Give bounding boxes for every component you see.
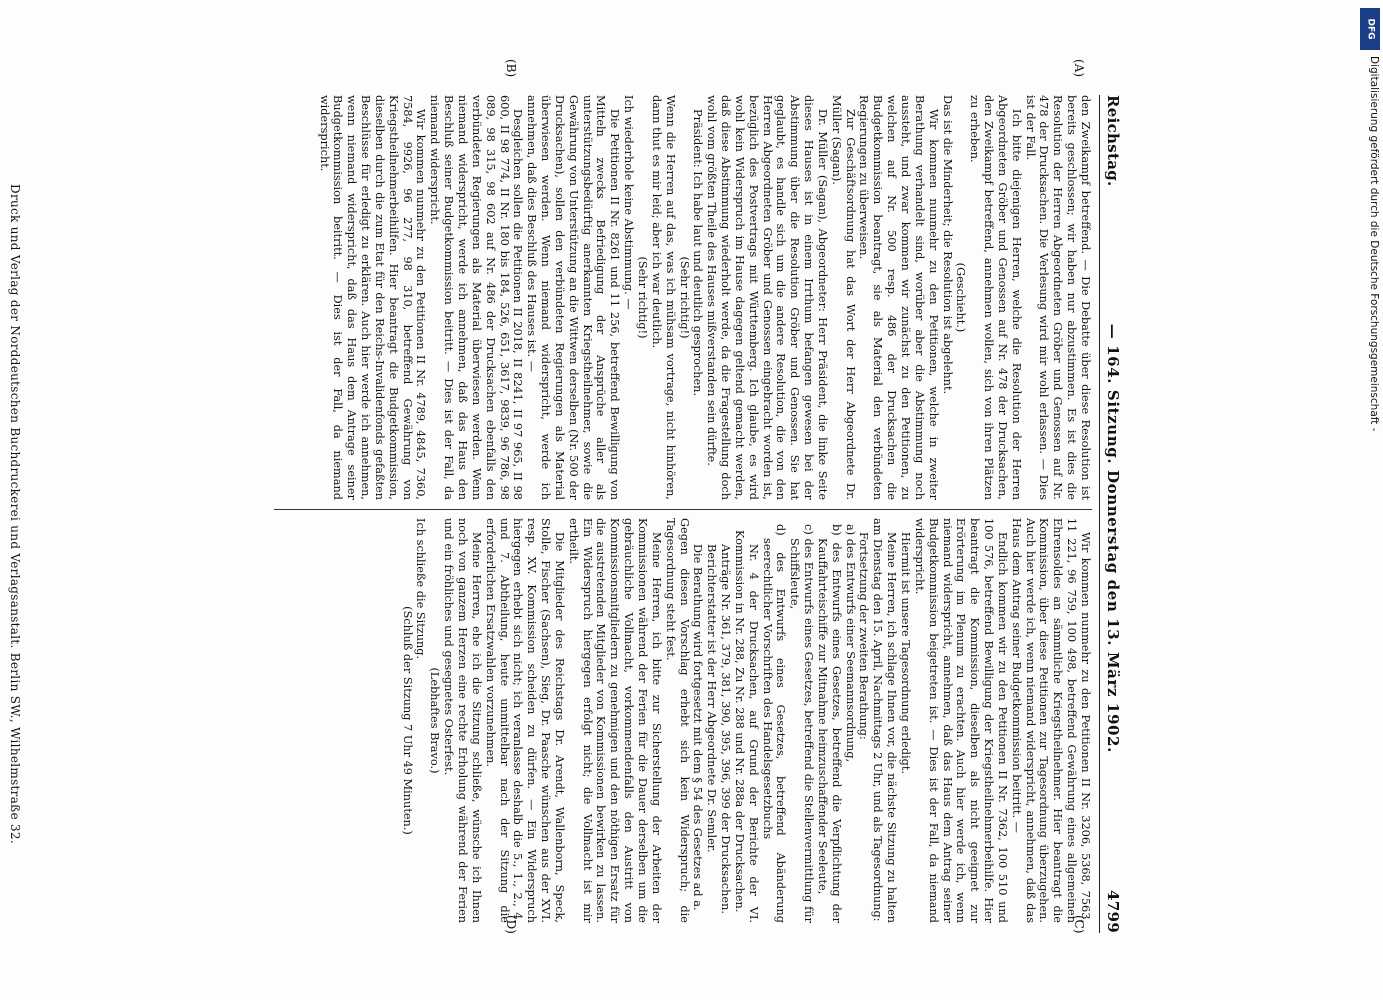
column-divider (274, 509, 1092, 510)
page-header (1104, 95, 1130, 933)
paragraph: Ich wiederhole keine Abstimmung. — (622, 95, 636, 310)
paragraph: Wir kommen nunmehr zu den Petitionen II Nr. 3206, 5368, 7563, 11 221, 96 759, 100 498, betreffend Gewährung eines allgemeinen Ehrensoldes an sämmtliche Kriegstheilnehmer. Hier beantragt die Kommission, über diese Petitionen zur Tagesordnung überzugehen. Auch hier werde ich, wenn niemand widerspricht, annehmen, daß das Haus dem Antrag seiner Budgetkommission beitritt. — (1009, 518, 1092, 923)
margin-mark-c: (C) (1072, 915, 1086, 934)
stage-direction: (Sehr richtig!) (677, 256, 691, 339)
stage-direction: (Sehr richtig!) (636, 256, 649, 339)
paragraph: Endlich kommen wir zu den Petitionen II Nr. 7362, 100 510 und 100 576, betreffend Bewilligung der Kriegstheilnehmerbeihilfe. Hier beantragt die Kommission, dieselben als nicht geeignet zur Erörterung im Plenum zu erachten. Auch hier werde ich, wenn niemand widerspricht, annehmen, daß das Haus dem Antrag seiner Budgetkommission beigetreten ist. — Dies ist der Fall, da niemand widerspricht. (912, 518, 1009, 923)
dfg-credit (1358, 6, 1382, 991)
paragraph: Anträge Nr. 361, 379, 381, 390, 395, 396, 399 der Drucksachen. (719, 544, 733, 914)
president-speech: Präsident: Ich habe laut und deutlich gesprochen. (691, 109, 705, 397)
paragraph: Meine Herren, ehe ich die Sitzung schließe, wünsche ich Ihnen noch von ganzem Herzen eine rechte Erholung während der Ferien und ein fröhliches und gesegnetes Osterfest. (442, 518, 483, 923)
paragraph: Gegen diesen Vorschlag erhebt sich kein Widerspruch; die Tagesordnung steht fest. (663, 518, 691, 923)
header-rule (1099, 95, 1100, 933)
paragraph: Meine Herren, ich bitte zur Sicherstellung der Arbeiten der Kommissionen während der Ferien für die Dauer derselben um die gebräuchliche Vollmacht, vorkommendenfalls den Austritt von Kommissionsmitgliedern zu genehmigen und den nöthigen Ersatz für die austretenden Mitglieder von Kommissionen bewirken zu lassen. Ein Widerspruch hiergegen erfolgt nicht; die Vollmacht ist mir ertheilt. (566, 518, 663, 923)
closing-note: (Schluß der Sitzung 7 Uhr 49 Minuten.) (400, 606, 414, 835)
paragraph: Die Mitglieder des Reichstags Dr. Arendt, Wallenborn, Speck, Stolle, Fischer (Sachsen), Sieg, Dr. Paasche wünschen aus der XVI. resp. XV. Kommission scheiden zu dürfen. — Ein Widerspruch hiergegen erhebt sich nicht; ich veranlasse deshalb die 5., 1., 2., 4. und 7. Abtheilung, heute unmittelbar nach der Sitzung die erforderlichen Ersatzwahlen vorzunehmen. (483, 518, 566, 923)
paragraph: Wir kommen nunmehr zu den Petitionen, welche in zweiter Berathung verhandelt sind, worüber aber die Abstimmung noch aussteht, und zwar kommen wir zunächst zu den Petitionen, zu welchen auf Nr. 500 resp. 486 der Drucksachen die Budgetkommission beantragt, sie als Material den verbündeten Regierungen zu überweisen. (857, 95, 940, 500)
paragraph: Desgleichen sollen die Petitionen II 2018, II 8241, II 97 965, II 98 600, II 98 774, II Nr. 180 bis 184, 526, 651, 3617, 9839, 96 786, 98 089, 98 315, 98 602 auf Nr. 486 der Drucksachen ebenfalls den verbündeten Regierungen als Material überwiesen werden. Wenn niemand widerspricht, werde ich annehmen, daß das Haus den Beschluß seiner Budgetkommission beitritt. — Dies ist der Fall, da niemand widerspricht. (428, 95, 525, 500)
margin-mark-a: (A) (1072, 59, 1086, 78)
header-center: — 164. Sitzung. Donnerstag den 13. März 1902. (1104, 323, 1122, 753)
margin-mark-d: (D) (504, 915, 518, 934)
dfg-credit-text: Digitalisierung gefördert durch die Deutsche Forschungsgemeinschaft - (1368, 56, 1380, 432)
speech: Dr. Müller (Sagan), Abgeordneter: Herr Präsident, die linke Seite dieses Hauses ist in einem Irrthum befangen gewesen bei der Abstimmung über die Resolution Gröber und Genossen. Sie hat geglaubt, es handle sich um die andere Resolution, die von den Herren Abgeordneten Gröber und Genossen eingebracht worden ist, bezüglich des Postvertrags mit Württemberg. Ich glaube, es wird wohl kein Widerspruch im Hause dagegen geltend gemacht werden, daß diese Abstimmung wiederholt werde, da die Fragestellung doch wohl vom größten Theile des Hauses mißverstanden sein dürfte. (705, 95, 829, 500)
paragraph: Zur Geschäftsordnung hat das Wort der Herr Abgeordnete Dr. Müller (Sagan). (829, 95, 857, 500)
paragraph: den Zweikampf betreffend. — Die Debatte über diese Resolution ist bereits geschlossen; wir haben nur abzustimmen. Es ist dies die Resolution der Herren Abgeordneten Gröber und Genossen auf Nr. 478 der Drucksachen. Die Verlesung wird mir wohl erlassen. — Dies ist der Fall. (1023, 95, 1092, 500)
right-column (272, 518, 1092, 923)
paragraph: Berichterstatter ist der Herr Abgeordnete Dr. Semler. (705, 544, 719, 853)
paragraph: Ich schließe die Sitzung. (414, 518, 428, 660)
agenda-item: d) des Entwurfs eines Gesetzes, betreffend Abänderung seerechtlicher Vorschriften des Handelsgesetzbuchs (760, 524, 788, 923)
margin-mark-b: (B) (504, 59, 518, 78)
paragraph: Nr. 4 der Drucksachen, auf Grund der Berichte der VI. Kommission in Nr. 288, Zu Nr. 288 und Nr. 288a der Drucksachen. (732, 530, 760, 923)
page-number: 4799 (1104, 890, 1122, 933)
stage-direction: (Lebhaftes Bravo.) (428, 667, 442, 774)
paragraph: Ich bitte diejenigen Herren, welche die Resolution der Herren Abgeordneten Gröber und Genossen auf Nr. 478 der Drucksachen, den Zweikampf betreffend, annehmen wollen, sich von ihren Plätzen zu erheben. (968, 95, 1023, 500)
agenda-item: c) des Entwurfs eines Gesetzes, betreffend die Stellenvermittlung für Schiffsleute, (788, 524, 816, 923)
agenda-item: b) des Entwurfs eines Gesetzes, betreffend die Verpflichtung der Kauffahrteischiffe zur Mitnahme heimzuschaffender Seeleute, (815, 524, 843, 923)
page-footer: Druck und Verlag der Norddeutschen Buchdruckerei und Verlagsanstalt. Berlin SW., Wilhelmstraße 32. (8, 184, 22, 844)
paragraph: Wenn die Herren auf das, was ich mühsam vortrage, nicht hinhören, dann thut es mir leid; aber ich war deutlich. (649, 95, 677, 500)
left-column (272, 95, 1092, 500)
header-left: Reichstag. (1104, 95, 1122, 187)
paragraph: Meine Herren, ich schlage Ihnen vor, die nächste Sitzung zu halten am Dienstag den 15. April, Nachmittags 2 Uhr, und als Tagesordnung: (871, 518, 899, 923)
paragraph: Fortsetzung der zweiten Berathung: (857, 532, 871, 740)
paragraph: Das ist die Minderheit; die Resolution ist abgelehnt. (940, 95, 954, 395)
paragraph: Wir kommen nunmehr zu den Petitionen II Nr. 4789, 4845, 7360, 7584, 9926, 96 277, 98 310, betreffend Gewährung von Kriegstheilnehmerbeihilfen. Hier beantragt die Budgetkommission, dieselben durch die zum Etat für den Reichs-Invalidenfonds gefaßten Beschlüsse für erledigt zu erklären. Auch hier werde ich annehmen, wenn niemand widerspricht, daß das Haus dem Antrage seiner Budgetkommission beitritt. — Dies ist der Fall, da niemand widerspricht. (317, 95, 428, 500)
paragraph: Die Petitionen II Nr. 8261 und 11 256, betreffend Bewilligung von Mitteln zwecks Befriedigung der Ansprüche aller als unterstützungsbedürftig anerkannten Kriegstheilnehmer, sowie die Gewährung von Unterstützung an die Wittwen derselben (Nr. 500 der Drucksachen), sollen den verbündeten Regierungen als Material überwiesen werden. Wenn niemand widerspricht, werde ich annehmen, daß dies Beschluß des Hauses ist. — (525, 95, 622, 500)
dfg-logo: DFG (1360, 8, 1380, 50)
paragraph: Hiermit ist unsere Tagesordnung erledigt. (899, 532, 913, 775)
agenda-item: a) des Entwurfs einer Seemannsordnung, (843, 524, 857, 763)
stage-direction: (Geschieht.) (954, 262, 968, 333)
rotated-page (0, 55, 1130, 945)
paragraph: Die Berathung wird fortgesetzt mit dem § 54 des Gesetzes ad a. (691, 544, 705, 911)
